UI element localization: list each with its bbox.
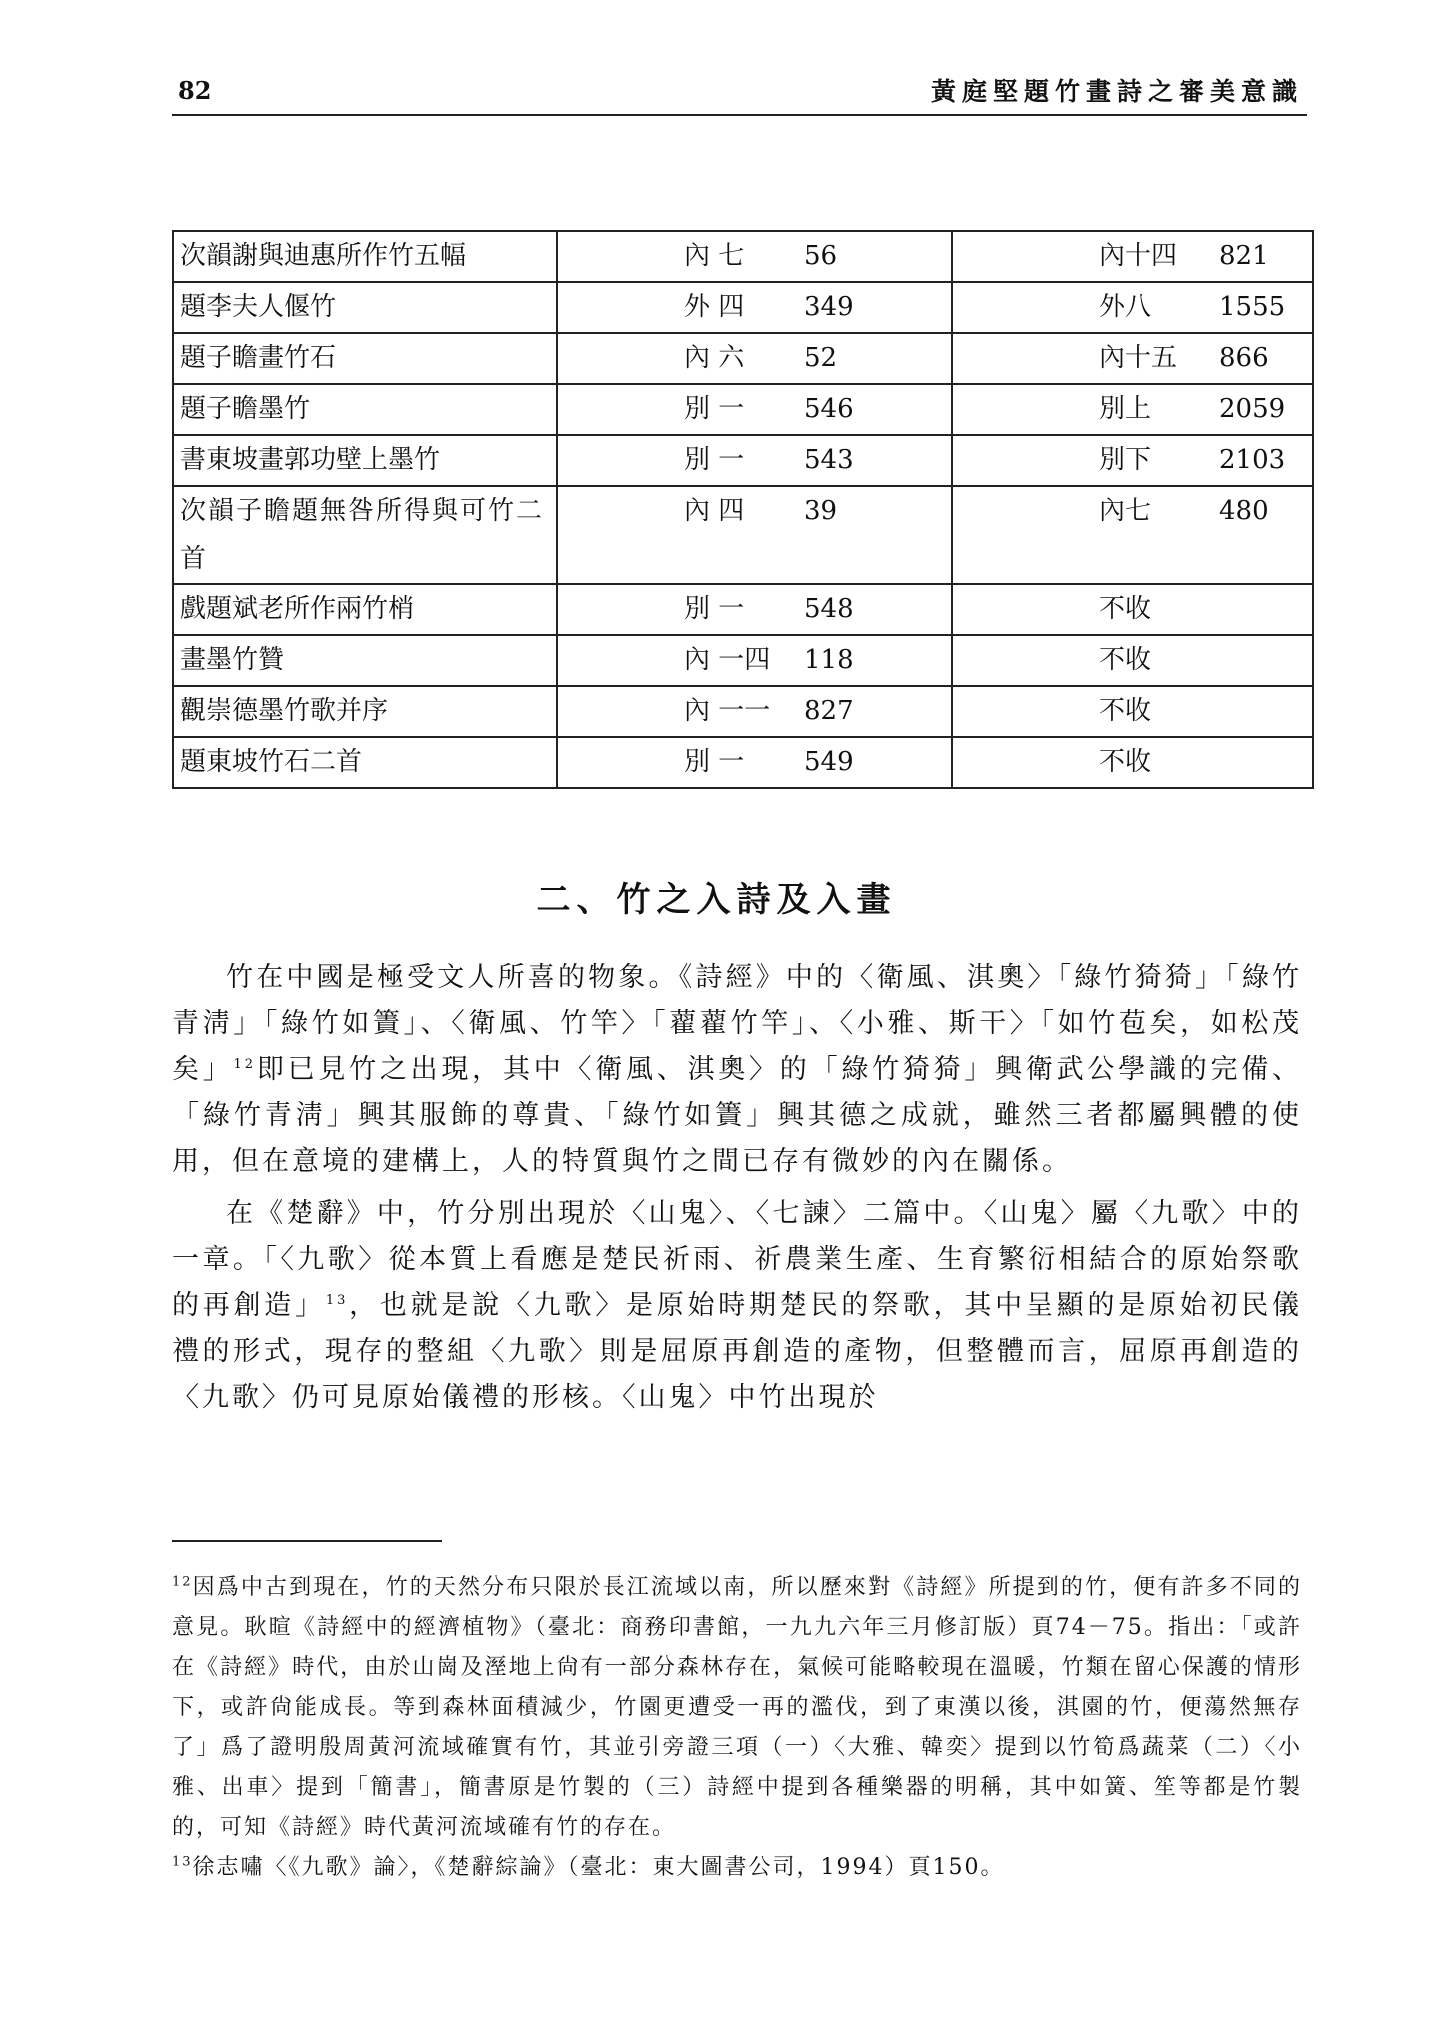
poem-title: 次韻謝與迪惠所作竹五幅: [173, 231, 557, 282]
edition-a-page: 118: [804, 645, 854, 675]
edition-b-volume: 內七: [1099, 496, 1152, 526]
edition-a-cell: [557, 435, 952, 486]
edition-a-cell: [557, 737, 952, 788]
table-row: [173, 333, 1313, 384]
edition-b-cell: [952, 435, 1313, 486]
edition-b-cell: [952, 584, 1313, 635]
edition-a-volume: 別 一: [684, 594, 745, 624]
poem-title: 題子瞻墨竹: [173, 384, 557, 435]
edition-a-volume: 內 六: [684, 343, 745, 373]
page-number: 82: [178, 76, 212, 105]
edition-b-volume: 不收: [1099, 747, 1152, 777]
paragraph-text: 即已見竹之出現，其中〈衛風、淇奧〉的「綠竹猗猗」興衛武公學識的完備、「綠竹青淸」興其服飾的尊貴、「綠竹如簀」興其德之成就，雖然三者都屬興體的使用，但在意境的建構上，人的特質與竹之間已存有微妙的內在關係。: [172, 1054, 1303, 1177]
edition-a-page: 546: [804, 394, 854, 424]
edition-b-cell: [952, 486, 1313, 584]
edition-a-page: 56: [804, 241, 838, 271]
poem-title: 畫墨竹贊: [173, 635, 557, 686]
poem-title: 戲題斌老所作兩竹梢: [173, 584, 557, 635]
poem-title: 題東坡竹石二首: [173, 737, 557, 788]
edition-b-cell: [952, 282, 1313, 333]
edition-a-page: 52: [804, 343, 838, 373]
footnote-text: 徐志嘯〈《九歌》論〉，《楚辭綜論》（臺北：東大圖書公司，1994）頁150。: [192, 1855, 1005, 1880]
edition-b-cell: [952, 635, 1313, 686]
footnote: [172, 1848, 1302, 1888]
edition-b-volume: 不收: [1099, 594, 1152, 624]
table-row: [173, 384, 1313, 435]
footnote-number: 12: [172, 1574, 193, 1590]
table-row: [173, 737, 1313, 788]
edition-a-cell: [557, 635, 952, 686]
footnote-number: 13: [172, 1854, 193, 1870]
edition-a-volume: 內 四: [684, 496, 745, 526]
edition-b-page: 866: [1219, 343, 1269, 373]
poem-title: 觀崇德墨竹歌并序: [173, 686, 557, 737]
table-row: [173, 282, 1313, 333]
edition-b-page: 480: [1219, 496, 1269, 526]
table-row: [173, 686, 1313, 737]
paragraph: [172, 955, 1302, 1185]
edition-b-page: 821: [1219, 241, 1269, 271]
section-heading: 二、竹之入詩及入畫: [536, 880, 897, 920]
edition-b-cell: [952, 231, 1313, 282]
footnotes: [172, 1568, 1302, 1888]
table-row: [173, 635, 1313, 686]
table-row: [173, 584, 1313, 635]
footnote-ref: 12: [233, 1057, 257, 1072]
page-header: [172, 68, 1307, 116]
edition-a-cell: [557, 686, 952, 737]
edition-a-page: 349: [804, 292, 854, 322]
edition-a-page: 543: [804, 445, 854, 475]
edition-b-cell: [952, 384, 1313, 435]
paragraph-text: 在《楚辭》中，竹分別出現於〈山鬼〉、〈七諫〉二篇中。〈山鬼〉屬〈九歌〉中的一章。「〈九歌〉從本質上看應是楚民祈雨、祈農業生產、生育繁衍相結合的原始祭歌的再創造」: [172, 1198, 1302, 1321]
table-row: [173, 486, 1313, 584]
footnote-text: 因爲中古到現在，竹的天然分布只限於長江流域以南，所以歷來對《詩經》所提到的竹，便有許多不同的意見。耿暄《詩經中的經濟植物》（臺北：商務印書館，一九九六年三月修訂版）頁74－75。指出：「或許在《詩經》時代，由於山崗及溼地上尙有一部分森林存在，氣候可能略較現在溫暖，竹類在留心保護的情形下，或許尙能成長。等到森林面積減少，竹園更遭受一再的濫伐，到了東漢以後，淇園的竹，便蕩然無存了」爲了證明殷周黃河流域確實有竹，其並引旁證三項（一）〈大雅、韓奕〉提到以竹筍爲蔬菜（二）〈小雅、出車〉提到「簡書」，簡書原是竹製的（三）詩經中提到各種樂器的明稱，其中如簧、笙等都是竹製的，可知《詩經》時代黃河流域確有竹的存在。: [172, 1575, 1302, 1840]
table-row: [173, 435, 1313, 486]
edition-a-cell: [557, 333, 952, 384]
edition-a-cell: [557, 231, 952, 282]
paragraph: [172, 1191, 1302, 1421]
footnote: [172, 1568, 1302, 1848]
edition-b-volume: 不收: [1099, 645, 1152, 675]
edition-b-volume: 內十五: [1099, 343, 1178, 373]
table-row: [173, 231, 1313, 282]
footnote-rule: [172, 1540, 442, 1542]
edition-b-volume: 別上: [1099, 394, 1152, 424]
edition-a-volume: 內 七: [684, 241, 745, 271]
poem-title: 題李夫人偃竹: [173, 282, 557, 333]
edition-a-volume: 別 一: [684, 747, 745, 777]
edition-a-cell: [557, 486, 952, 584]
edition-b-cell: [952, 333, 1313, 384]
edition-a-volume: 內 一四: [684, 645, 771, 675]
poem-title: 次韻子瞻題無咎所得與可竹二首: [173, 486, 557, 584]
edition-a-volume: 別 一: [684, 445, 745, 475]
edition-a-page: 549: [804, 747, 854, 777]
edition-b-page: 1555: [1219, 292, 1286, 322]
edition-b-volume: 別下: [1099, 445, 1152, 475]
edition-a-cell: [557, 584, 952, 635]
edition-b-page: 2103: [1219, 445, 1286, 475]
edition-a-page: 827: [804, 696, 854, 726]
edition-b-volume: 不收: [1099, 696, 1152, 726]
edition-b-volume: 內十四: [1099, 241, 1178, 271]
edition-a-page: 39: [804, 496, 838, 526]
paragraph-text: ，也就是說〈九歌〉是原始時期楚民的祭歌，其中呈顯的是原始初民儀禮的形式，現存的整組〈九歌〉則是屈原再創造的產物，但整體而言，屈原再創造的〈九歌〉仍可見原始儀禮的形核。〈山鬼〉中竹出現於: [172, 1290, 1303, 1413]
edition-a-volume: 外 四: [684, 292, 745, 322]
edition-a-cell: [557, 282, 952, 333]
edition-a-cell: [557, 384, 952, 435]
header-rule: [172, 114, 1307, 116]
edition-a-volume: 內 一一: [684, 696, 771, 726]
body-text: [172, 955, 1302, 1427]
poem-title: 書東坡畫郭功壁上墨竹: [173, 435, 557, 486]
running-title: 黃庭堅題竹畫詩之審美意識: [930, 77, 1303, 106]
edition-a-page: 548: [804, 594, 854, 624]
footnote-ref: 13: [325, 1293, 349, 1308]
paragraph-text: 竹在中國是極受文人所喜的物象。《詩經》中的〈衛風、淇奧〉「綠竹猗猗」「綠竹青淸」「綠竹如簀」、〈衛風、竹竿〉「藋藋竹竿」、〈小雅、斯干〉「如竹苞矣，如松茂矣」: [172, 962, 1302, 1085]
edition-b-cell: [952, 737, 1313, 788]
edition-b-page: 2059: [1219, 394, 1286, 424]
edition-b-volume: 外八: [1099, 292, 1152, 322]
edition-a-volume: 別 一: [684, 394, 745, 424]
poem-title: 題子瞻畫竹石: [173, 333, 557, 384]
poem-source-table: [172, 230, 1314, 789]
edition-b-cell: [952, 686, 1313, 737]
